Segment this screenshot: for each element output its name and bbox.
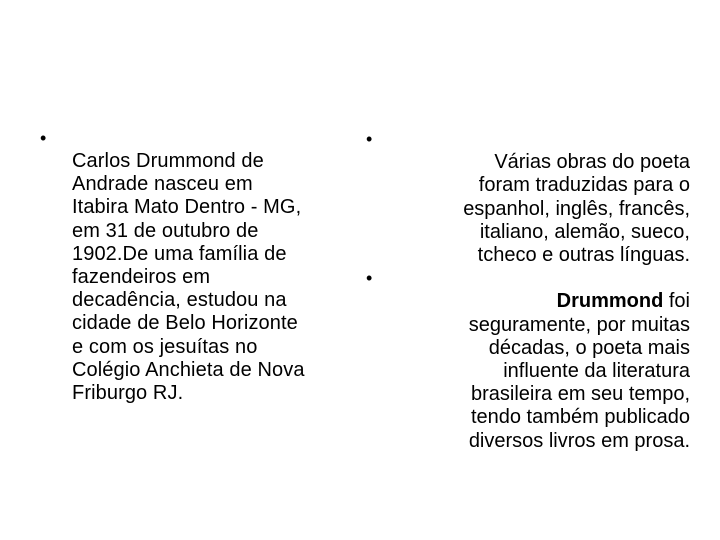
right-item-text: foi seguramente, por muitas décadas, o poeta mais influente da literatura brasileira em seu tempo, tendo também publicado diversos livros em prosa. xyxy=(468,290,690,452)
right-bullet-marker: • xyxy=(366,129,373,149)
right-item-bold-text: Drummond xyxy=(556,290,664,313)
right-list-item xyxy=(360,128,690,267)
left-bullet-marker: • xyxy=(40,128,47,148)
right-bullet-list xyxy=(360,128,690,453)
left-paragraph: Carlos Drummond de Andrade nasceu em Itabira Mato Dentro - MG, em 31 de outubro de 1902.De uma família de fazendeiros em decadência, estudou na cidade de Belo Horizonte e com os jesuítas no Colégio Anchieta de Nova Friburgo RJ. xyxy=(72,150,305,405)
right-bullet-marker: • xyxy=(366,268,373,289)
right-list-item xyxy=(360,267,690,453)
right-item-text: Várias obras do poeta foram traduzidas para o espanhol, inglês, francês, italiano, alemão, sueco, tcheco e outras línguas. xyxy=(463,151,690,267)
